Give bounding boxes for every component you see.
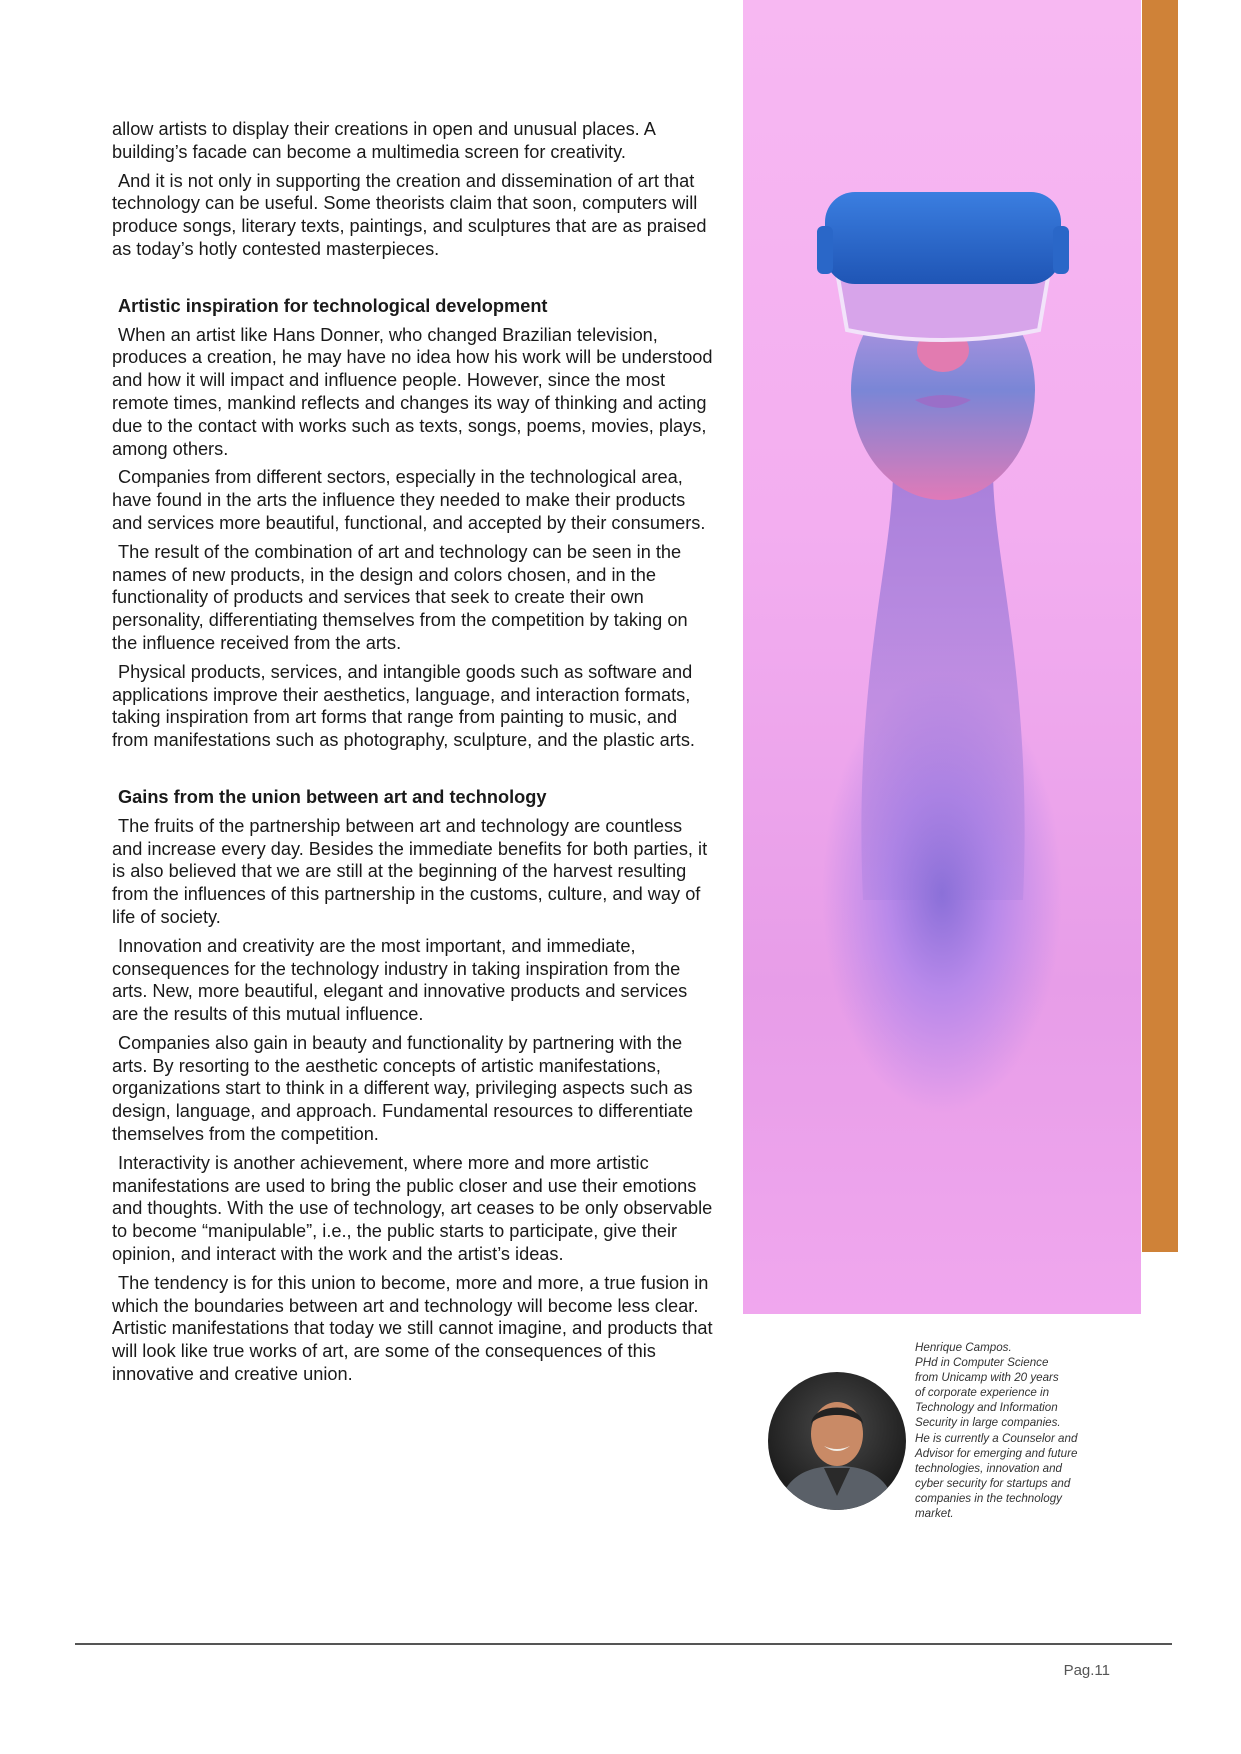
neck-shape [861, 470, 1024, 900]
paragraph: Companies also gain in beauty and functionality by partnering with the arts. By resorting to the aesthetic concepts of artistic manifestations, organizations start to think in a different way, privileging aspects such as design, language, and approach. Fundamental resources to differentiate themselves from the competition. [112, 1032, 694, 1145]
article-body [112, 118, 716, 1392]
bio-line: from Unicamp with 20 years [915, 1371, 1059, 1385]
paragraph: The result of the combination of art and technology can be seen in the names of new products, in the design and colors chosen, and in the functionality of products and services that seek to create their own personality, differentiating themselves from the competition by taking on the influence received from the arts. [112, 541, 688, 653]
paragraph: And it is not only in supporting the creation and dissemination of art that technology can be useful. Some theorists claim that soon, computers will produce songs, literary texts, paintings, and sculptures that are as praised as today’s hotly contested masterpieces. [112, 170, 707, 259]
bio-line: market. [915, 1507, 954, 1521]
paragraph: allow artists to display their creations in open and unusual places. A building’s facade can become a multimedia screen for creativity. [112, 119, 655, 162]
author-avatar [768, 1372, 906, 1510]
author-portrait [768, 1372, 906, 1510]
paragraph: Companies from different sectors, especially in the technological area, have found in the arts the influence they needed to make their products and services more beautiful, functional, and accepted by their consumers. [112, 467, 706, 533]
bio-line: Henrique Campos. [915, 1341, 1012, 1354]
bio-line: Technology and Information [915, 1401, 1058, 1415]
section-heading: Gains from the union between art and technology [118, 786, 547, 807]
paragraph: Interactivity is another achievement, where more and more artistic manifestations are used to bring the public closer and use their emotions and thoughts. With the use of technology, art ceases to be only observable to become “manipulable”, i.e., the public starts to participate, give their opinion, and interact with the work and the artist’s ideas. [112, 1152, 713, 1265]
headset-side-right [1053, 226, 1069, 274]
author-bio [915, 1340, 1100, 1521]
bio-line: He is currently a Counselor and [915, 1431, 1078, 1445]
headset-side-left [817, 226, 833, 274]
vr-headset-illustration [743, 0, 1141, 1314]
headset-visor [825, 192, 1061, 284]
bio-line: cyber security for startups and [915, 1476, 1071, 1490]
bio-line: Security in large companies. [915, 1416, 1061, 1430]
bio-line: of corporate experience in [915, 1386, 1050, 1400]
section-heading: Artistic inspiration for technological development [118, 295, 548, 316]
paragraph: Physical products, services, and intangible goods such as software and applications improve their aesthetics, language, and interaction formats, taking inspiration from art forms that range from painting to music, and from manifestations such as photography, sculpture, and the plastic arts. [112, 661, 695, 751]
paragraph: When an artist like Hans Donner, who changed Brazilian television, produces a creation, he may have no idea how his work will be understood and how it will impact and influence people. However, since the most remote times, mankind reflects and changes its way of thinking and acting due to the contact with works such as texts, songs, poems, movies, plays, among others. [112, 324, 713, 459]
bio-line: technologies, innovation and [915, 1461, 1062, 1475]
paragraph: Innovation and creativity are the most important, and immediate, consequences for the technology industry in taking inspiration from the arts. New, more beautiful, elegant and innovative products and services are the results of this mutual influence. [112, 935, 688, 1025]
bio-line: PHd in Computer Science [915, 1356, 1049, 1370]
vr-face-artwork [743, 0, 1141, 1314]
bio-line: companies in the technology [915, 1491, 1062, 1505]
page-number: Pag.11 [1063, 1662, 1110, 1679]
accent-bar [1142, 0, 1178, 1252]
footer-divider [75, 1643, 1172, 1645]
bio-line: Advisor for emerging and future [915, 1446, 1078, 1460]
paragraph: The fruits of the partnership between art and technology are countless and increase every day. Besides the immediate benefits for both parties, it is also believed that we are still at the beginning of the harvest resulting from the influences of this partnership in the customs, culture, and way of life of society. [112, 815, 708, 927]
paragraph: The tendency is for this union to become, more and more, a true fusion in which the boundaries between art and technology will become less clear. Artistic manifestations that today we still cannot imagine, and products that will look like true works of art, are some of the consequences of this innovative and creative union. [112, 1272, 713, 1385]
